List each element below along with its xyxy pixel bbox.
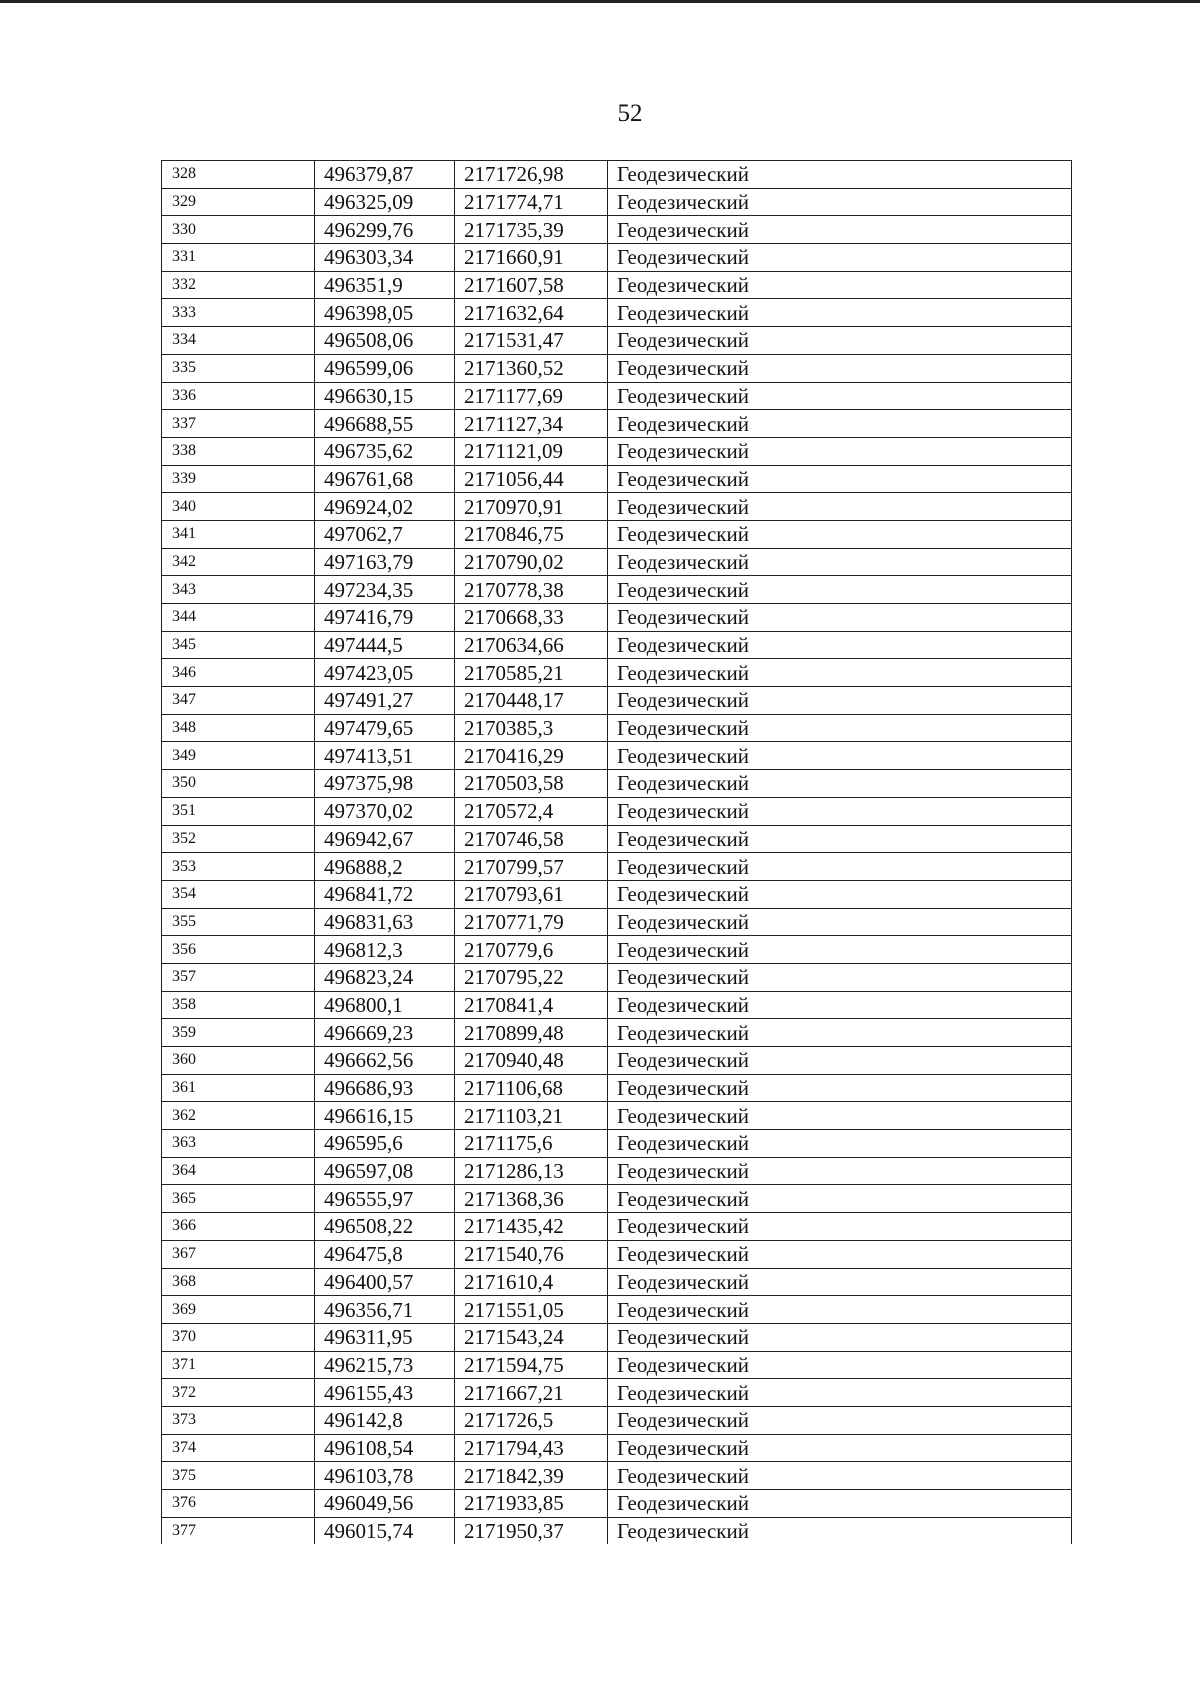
point-number-cell: 353 (162, 853, 315, 881)
y-coordinate-cell: 2171735,39 (455, 216, 608, 244)
method-cell: Геодезический (608, 1268, 1072, 1296)
table-row (162, 188, 1072, 216)
y-coordinate-cell: 2171106,68 (455, 1074, 608, 1102)
y-coordinate-cell: 2171594,75 (455, 1351, 608, 1379)
method-cell: Геодезический (608, 1517, 1072, 1544)
x-coordinate-cell: 496888,2 (315, 853, 455, 881)
y-coordinate-cell: 2171435,42 (455, 1213, 608, 1241)
method-cell: Геодезический (608, 1323, 1072, 1351)
x-coordinate-cell: 496595,6 (315, 1130, 455, 1158)
table-row (162, 1268, 1072, 1296)
method-cell: Геодезический (608, 354, 1072, 382)
y-coordinate-cell: 2171540,76 (455, 1240, 608, 1268)
point-number-cell: 366 (162, 1213, 315, 1241)
x-coordinate-cell: 496508,06 (315, 327, 455, 355)
y-coordinate-cell: 2171551,05 (455, 1296, 608, 1324)
method-cell: Геодезический (608, 1296, 1072, 1324)
point-number-cell: 374 (162, 1434, 315, 1462)
method-cell: Геодезический (608, 382, 1072, 410)
method-cell: Геодезический (608, 908, 1072, 936)
x-coordinate-cell: 496688,55 (315, 410, 455, 438)
method-cell: Геодезический (608, 742, 1072, 770)
point-number-cell: 355 (162, 908, 315, 936)
y-coordinate-cell: 2171726,98 (455, 161, 608, 189)
method-cell: Геодезический (608, 714, 1072, 742)
table-row (162, 1462, 1072, 1490)
y-coordinate-cell: 2170746,58 (455, 825, 608, 853)
y-coordinate-cell: 2170585,21 (455, 659, 608, 687)
y-coordinate-cell: 2170793,61 (455, 880, 608, 908)
point-number-cell: 333 (162, 299, 315, 327)
x-coordinate-cell: 496379,87 (315, 161, 455, 189)
x-coordinate-cell: 497479,65 (315, 714, 455, 742)
point-number-cell: 360 (162, 1047, 315, 1075)
x-coordinate-cell: 496924,02 (315, 493, 455, 521)
table-row (162, 687, 1072, 715)
y-coordinate-cell: 2170503,58 (455, 770, 608, 798)
x-coordinate-cell: 497163,79 (315, 548, 455, 576)
method-cell: Геодезический (608, 1102, 1072, 1130)
method-cell: Геодезический (608, 493, 1072, 521)
table-row (162, 714, 1072, 742)
x-coordinate-cell: 496630,15 (315, 382, 455, 410)
x-coordinate-cell: 496303,34 (315, 244, 455, 272)
x-coordinate-cell: 496351,9 (315, 271, 455, 299)
table-row (162, 880, 1072, 908)
table-row (162, 382, 1072, 410)
point-number-cell: 330 (162, 216, 315, 244)
table-row (162, 271, 1072, 299)
method-cell: Геодезический (608, 465, 1072, 493)
method-cell: Геодезический (608, 604, 1072, 632)
table-row (162, 1490, 1072, 1518)
table-row (162, 1213, 1072, 1241)
x-coordinate-cell: 496555,97 (315, 1185, 455, 1213)
point-number-cell: 346 (162, 659, 315, 687)
point-number-cell: 375 (162, 1462, 315, 1490)
method-cell: Геодезический (608, 548, 1072, 576)
method-cell: Геодезический (608, 1379, 1072, 1407)
method-cell: Геодезический (608, 327, 1072, 355)
method-cell: Геодезический (608, 1047, 1072, 1075)
table-row (162, 1379, 1072, 1407)
table-row (162, 908, 1072, 936)
point-number-cell: 347 (162, 687, 315, 715)
method-cell: Геодезический (608, 520, 1072, 548)
y-coordinate-cell: 2171933,85 (455, 1490, 608, 1518)
table-row (162, 161, 1072, 189)
method-cell: Геодезический (608, 1240, 1072, 1268)
y-coordinate-cell: 2171177,69 (455, 382, 608, 410)
y-coordinate-cell: 2171360,52 (455, 354, 608, 382)
point-number-cell: 368 (162, 1268, 315, 1296)
method-cell: Геодезический (608, 1406, 1072, 1434)
table-row (162, 1157, 1072, 1185)
point-number-cell: 345 (162, 631, 315, 659)
y-coordinate-cell: 2171531,47 (455, 327, 608, 355)
point-number-cell: 337 (162, 410, 315, 438)
x-coordinate-cell: 496311,95 (315, 1323, 455, 1351)
y-coordinate-cell: 2170841,4 (455, 991, 608, 1019)
y-coordinate-cell: 2170385,3 (455, 714, 608, 742)
table-row (162, 604, 1072, 632)
method-cell: Геодезический (608, 410, 1072, 438)
y-coordinate-cell: 2170778,38 (455, 576, 608, 604)
y-coordinate-cell: 2170799,57 (455, 853, 608, 881)
point-number-cell: 341 (162, 520, 315, 548)
coordinates-table (161, 160, 1072, 1544)
table-row (162, 493, 1072, 521)
point-number-cell: 370 (162, 1323, 315, 1351)
y-coordinate-cell: 2171607,58 (455, 271, 608, 299)
y-coordinate-cell: 2171774,71 (455, 188, 608, 216)
y-coordinate-cell: 2170779,6 (455, 936, 608, 964)
x-coordinate-cell: 496508,22 (315, 1213, 455, 1241)
point-number-cell: 371 (162, 1351, 315, 1379)
table-row (162, 1102, 1072, 1130)
x-coordinate-cell: 496800,1 (315, 991, 455, 1019)
point-number-cell: 331 (162, 244, 315, 272)
point-number-cell: 362 (162, 1102, 315, 1130)
point-number-cell: 344 (162, 604, 315, 632)
y-coordinate-cell: 2170795,22 (455, 963, 608, 991)
point-number-cell: 367 (162, 1240, 315, 1268)
method-cell: Геодезический (608, 1490, 1072, 1518)
point-number-cell: 328 (162, 161, 315, 189)
point-number-cell: 349 (162, 742, 315, 770)
point-number-cell: 334 (162, 327, 315, 355)
point-number-cell: 342 (162, 548, 315, 576)
table-row (162, 465, 1072, 493)
x-coordinate-cell: 497423,05 (315, 659, 455, 687)
y-coordinate-cell: 2170448,17 (455, 687, 608, 715)
y-coordinate-cell: 2171632,64 (455, 299, 608, 327)
method-cell: Геодезический (608, 271, 1072, 299)
y-coordinate-cell: 2171175,6 (455, 1130, 608, 1158)
x-coordinate-cell: 496015,74 (315, 1517, 455, 1544)
point-number-cell: 354 (162, 880, 315, 908)
method-cell: Геодезический (608, 216, 1072, 244)
table-row (162, 244, 1072, 272)
x-coordinate-cell: 496400,57 (315, 1268, 455, 1296)
table-row (162, 825, 1072, 853)
x-coordinate-cell: 497444,5 (315, 631, 455, 659)
y-coordinate-cell: 2171286,13 (455, 1157, 608, 1185)
method-cell: Геодезический (608, 1213, 1072, 1241)
method-cell: Геодезический (608, 936, 1072, 964)
point-number-cell: 373 (162, 1406, 315, 1434)
method-cell: Геодезический (608, 1434, 1072, 1462)
table-row (162, 1517, 1072, 1544)
y-coordinate-cell: 2171794,43 (455, 1434, 608, 1462)
method-cell: Геодезический (608, 1130, 1072, 1158)
method-cell: Геодезический (608, 299, 1072, 327)
method-cell: Геодезический (608, 1185, 1072, 1213)
point-number-cell: 365 (162, 1185, 315, 1213)
table-row (162, 1019, 1072, 1047)
point-number-cell: 352 (162, 825, 315, 853)
method-cell: Геодезический (608, 161, 1072, 189)
method-cell: Геодезический (608, 1019, 1072, 1047)
x-coordinate-cell: 496662,56 (315, 1047, 455, 1075)
point-number-cell: 359 (162, 1019, 315, 1047)
x-coordinate-cell: 496398,05 (315, 299, 455, 327)
point-number-cell: 335 (162, 354, 315, 382)
table-row (162, 659, 1072, 687)
method-cell: Геодезический (608, 1157, 1072, 1185)
method-cell: Геодезический (608, 244, 1072, 272)
x-coordinate-cell: 496841,72 (315, 880, 455, 908)
point-number-cell: 361 (162, 1074, 315, 1102)
x-coordinate-cell: 496942,67 (315, 825, 455, 853)
x-coordinate-cell: 497375,98 (315, 770, 455, 798)
table-row (162, 576, 1072, 604)
point-number-cell: 351 (162, 797, 315, 825)
table-row (162, 1406, 1072, 1434)
x-coordinate-cell: 496823,24 (315, 963, 455, 991)
x-coordinate-cell: 496142,8 (315, 1406, 455, 1434)
y-coordinate-cell: 2170899,48 (455, 1019, 608, 1047)
method-cell: Геодезический (608, 963, 1072, 991)
coordinates-table-body (162, 161, 1072, 1545)
y-coordinate-cell: 2171103,21 (455, 1102, 608, 1130)
method-cell: Геодезический (608, 991, 1072, 1019)
table-row (162, 1296, 1072, 1324)
table-row (162, 1434, 1072, 1462)
point-number-cell: 356 (162, 936, 315, 964)
x-coordinate-cell: 496735,62 (315, 437, 455, 465)
y-coordinate-cell: 2170416,29 (455, 742, 608, 770)
x-coordinate-cell: 496356,71 (315, 1296, 455, 1324)
x-coordinate-cell: 496299,76 (315, 216, 455, 244)
table-row (162, 1047, 1072, 1075)
method-cell: Геодезический (608, 1351, 1072, 1379)
y-coordinate-cell: 2171127,34 (455, 410, 608, 438)
point-number-cell: 339 (162, 465, 315, 493)
y-coordinate-cell: 2170668,33 (455, 604, 608, 632)
method-cell: Геодезический (608, 659, 1072, 687)
x-coordinate-cell: 496761,68 (315, 465, 455, 493)
table-row (162, 770, 1072, 798)
x-coordinate-cell: 496597,08 (315, 1157, 455, 1185)
table-row (162, 1185, 1072, 1213)
method-cell: Геодезический (608, 825, 1072, 853)
table-row (162, 1240, 1072, 1268)
y-coordinate-cell: 2170970,91 (455, 493, 608, 521)
y-coordinate-cell: 2171368,36 (455, 1185, 608, 1213)
point-number-cell: 377 (162, 1517, 315, 1544)
method-cell: Геодезический (608, 188, 1072, 216)
page-number: 52 (617, 100, 643, 127)
table-row (162, 797, 1072, 825)
x-coordinate-cell: 496049,56 (315, 1490, 455, 1518)
point-number-cell: 329 (162, 188, 315, 216)
x-coordinate-cell: 496812,3 (315, 936, 455, 964)
x-coordinate-cell: 496616,15 (315, 1102, 455, 1130)
table-row (162, 853, 1072, 881)
x-coordinate-cell: 497491,27 (315, 687, 455, 715)
y-coordinate-cell: 2170572,4 (455, 797, 608, 825)
method-cell: Геодезический (608, 880, 1072, 908)
method-cell: Геодезический (608, 631, 1072, 659)
x-coordinate-cell: 496103,78 (315, 1462, 455, 1490)
y-coordinate-cell: 2171667,21 (455, 1379, 608, 1407)
method-cell: Геодезический (608, 1074, 1072, 1102)
y-coordinate-cell: 2170634,66 (455, 631, 608, 659)
point-number-cell: 348 (162, 714, 315, 742)
table-row (162, 327, 1072, 355)
method-cell: Геодезический (608, 770, 1072, 798)
point-number-cell: 350 (162, 770, 315, 798)
x-coordinate-cell: 496599,06 (315, 354, 455, 382)
table-row (162, 520, 1072, 548)
table-row (162, 410, 1072, 438)
point-number-cell: 358 (162, 991, 315, 1019)
x-coordinate-cell: 497062,7 (315, 520, 455, 548)
y-coordinate-cell: 2171056,44 (455, 465, 608, 493)
point-number-cell: 357 (162, 963, 315, 991)
table-row (162, 1351, 1072, 1379)
table-row (162, 963, 1072, 991)
x-coordinate-cell: 496686,93 (315, 1074, 455, 1102)
table-row (162, 437, 1072, 465)
y-coordinate-cell: 2170846,75 (455, 520, 608, 548)
point-number-cell: 338 (162, 437, 315, 465)
method-cell: Геодезический (608, 437, 1072, 465)
x-coordinate-cell: 496108,54 (315, 1434, 455, 1462)
scan-edge (0, 0, 1200, 3)
y-coordinate-cell: 2170940,48 (455, 1047, 608, 1075)
method-cell: Геодезический (608, 687, 1072, 715)
table-row (162, 1074, 1072, 1102)
method-cell: Геодезический (608, 1462, 1072, 1490)
x-coordinate-cell: 496475,8 (315, 1240, 455, 1268)
point-number-cell: 343 (162, 576, 315, 604)
point-number-cell: 336 (162, 382, 315, 410)
table-row (162, 299, 1072, 327)
table-row (162, 1323, 1072, 1351)
method-cell: Геодезический (608, 853, 1072, 881)
table-row (162, 548, 1072, 576)
y-coordinate-cell: 2171950,37 (455, 1517, 608, 1544)
x-coordinate-cell: 496155,43 (315, 1379, 455, 1407)
table-row (162, 936, 1072, 964)
method-cell: Геодезический (608, 797, 1072, 825)
point-number-cell: 340 (162, 493, 315, 521)
table-row (162, 354, 1072, 382)
x-coordinate-cell: 497413,51 (315, 742, 455, 770)
point-number-cell: 376 (162, 1490, 315, 1518)
table-row (162, 631, 1072, 659)
table-row (162, 216, 1072, 244)
x-coordinate-cell: 497234,35 (315, 576, 455, 604)
point-number-cell: 364 (162, 1157, 315, 1185)
point-number-cell: 363 (162, 1130, 315, 1158)
y-coordinate-cell: 2171842,39 (455, 1462, 608, 1490)
y-coordinate-cell: 2170790,02 (455, 548, 608, 576)
x-coordinate-cell: 496831,63 (315, 908, 455, 936)
table-row (162, 991, 1072, 1019)
point-number-cell: 369 (162, 1296, 315, 1324)
table-row (162, 1130, 1072, 1158)
x-coordinate-cell: 497370,02 (315, 797, 455, 825)
point-number-cell: 372 (162, 1379, 315, 1407)
y-coordinate-cell: 2171660,91 (455, 244, 608, 272)
x-coordinate-cell: 496215,73 (315, 1351, 455, 1379)
y-coordinate-cell: 2171726,5 (455, 1406, 608, 1434)
y-coordinate-cell: 2171121,09 (455, 437, 608, 465)
y-coordinate-cell: 2171543,24 (455, 1323, 608, 1351)
x-coordinate-cell: 496325,09 (315, 188, 455, 216)
table-row (162, 742, 1072, 770)
y-coordinate-cell: 2170771,79 (455, 908, 608, 936)
point-number-cell: 332 (162, 271, 315, 299)
y-coordinate-cell: 2171610,4 (455, 1268, 608, 1296)
x-coordinate-cell: 497416,79 (315, 604, 455, 632)
method-cell: Геодезический (608, 576, 1072, 604)
x-coordinate-cell: 496669,23 (315, 1019, 455, 1047)
